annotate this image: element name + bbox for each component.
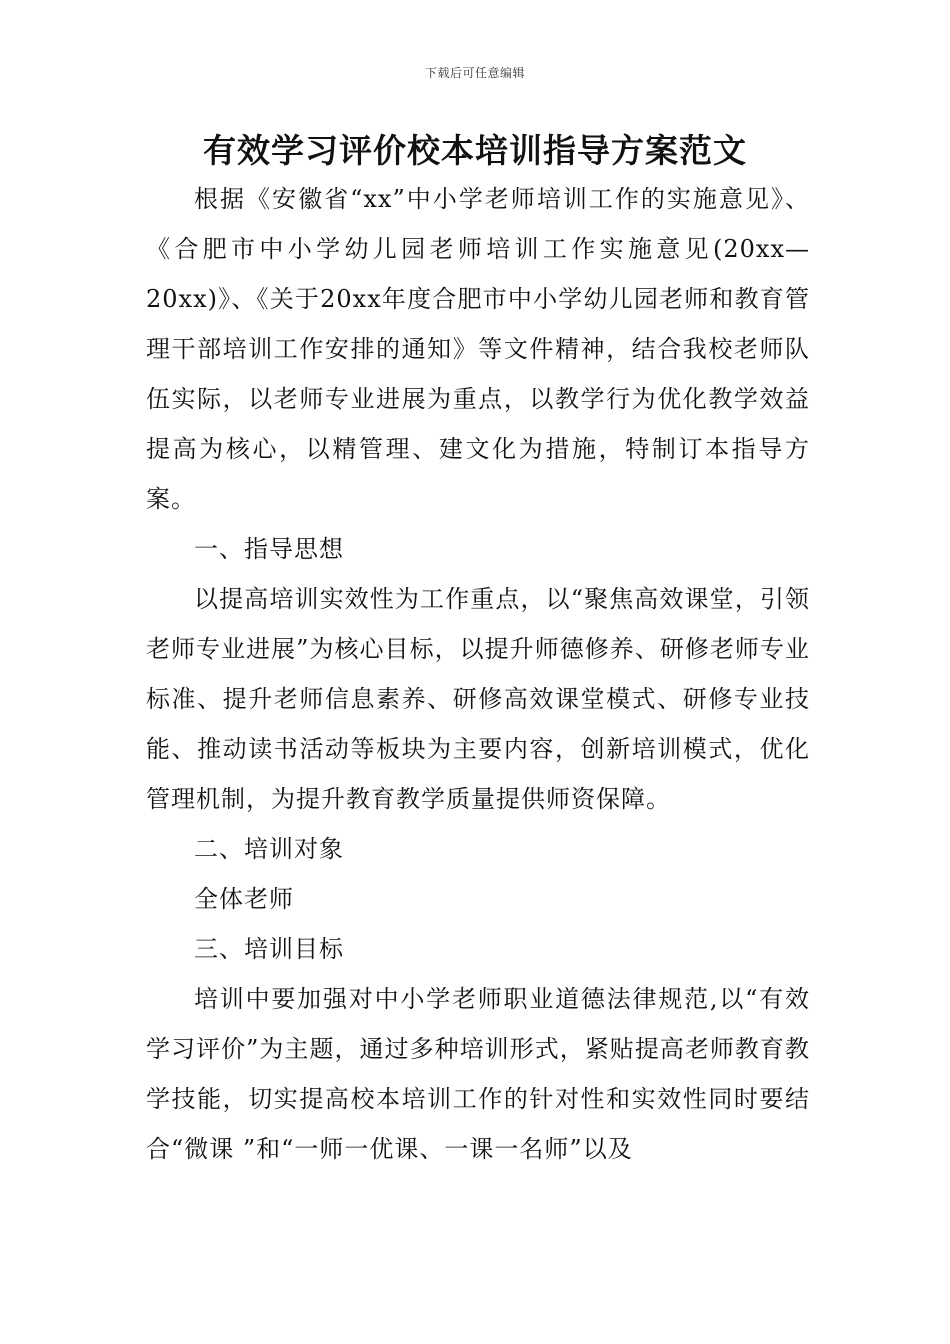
paragraph-guiding-ideology: 以提高培训实效性为工作重点，以“聚焦高效课堂，引领老师专业进展”为核心目标，以提升师德修养、研修老师专业标准、提升老师信息素养、研修高效课堂模式、研修专业技能、推动读书活动等板块为主要内容，创新培训模式，优化管理机制，为提升教育教学质量提供师资保障。 (146, 585, 810, 813)
header-note: 下载后可任意编辑 (424, 66, 525, 80)
section-heading-training-goals: 三、培训目标 (194, 935, 344, 963)
section-heading-training-target: 二、培训对象 (194, 835, 344, 863)
paragraph-training-goals: 培训中要加强对中小学老师职业道德法律规范,以“有效学习评价”为主题，通过多种培训形式，紧贴提高老师教育教学技能，切实提高校本培训工作的针对性和实效性同时要结合“微课 ”和“一师一优课、一课一名师”以及 (146, 985, 810, 1163)
document-title: 有效学习评价校本培训指导方案范文 (203, 131, 747, 170)
paragraph-training-target: 全体老师 (194, 885, 294, 913)
section-heading-guiding-ideology: 一、指导思想 (194, 535, 344, 563)
paragraph-intro: 根据《安徽省“xx”中小学老师培训工作的实施意见》、《合肥市中小学幼儿园老师培训工作实施意见(20xx—20xx)》、《关于20xx年度合肥市中小学幼儿园老师和教育管理干部培训工作安排的通知》等文件精神，结合我校老师队伍实际，以老师专业进展为重点，以教学行为优化教学效益提高为核心，以精管理、建文化为措施，特制订本指导方案。 (146, 185, 810, 513)
document-body (146, 174, 810, 1174)
